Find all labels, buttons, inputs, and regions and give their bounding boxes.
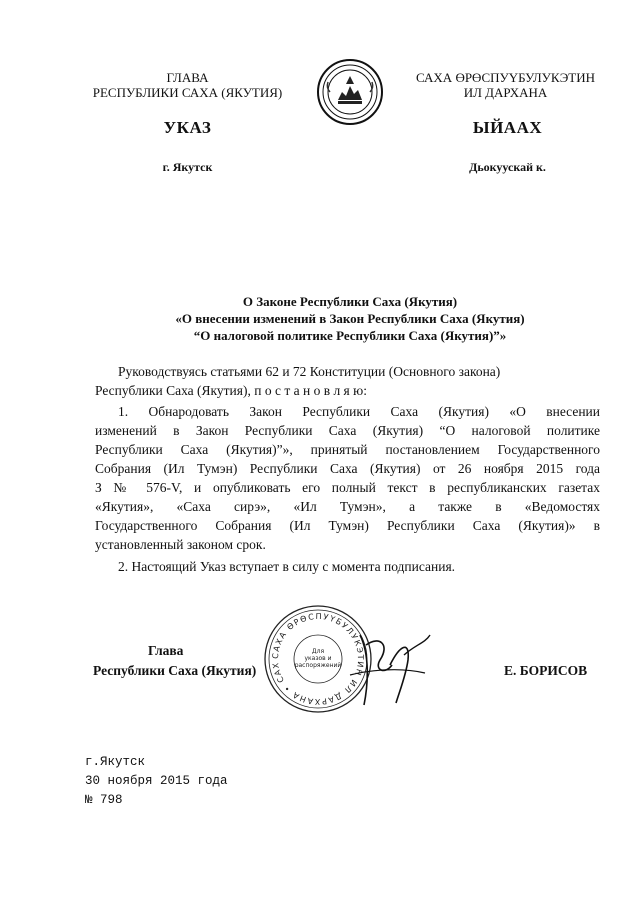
issuer-right-line1: САХА ӨРӨСПУҮБУЛУКЭТИН: [416, 70, 595, 85]
city-left: г. Якутск: [162, 160, 213, 174]
footer-number: № 798: [85, 793, 123, 807]
svg-text:указов и: указов и: [304, 655, 332, 662]
footer-city: г.Якутск: [85, 755, 146, 769]
item1-line-8: установленный законом срок.: [95, 537, 266, 552]
issuer-left-line2: РЕСПУБЛИКИ САХА (ЯКУТИЯ): [92, 85, 283, 100]
signer-role-line1: Глава: [148, 643, 184, 658]
signer-role-line2: Республики Саха (Якутия): [93, 663, 257, 678]
title-line-2: «О внесении изменений в Закон Республики Саха (Якутия): [175, 311, 525, 326]
document-title: [80, 293, 620, 344]
svg-text:распоряжений: распоряжений: [294, 662, 342, 669]
handwritten-signature: [330, 615, 440, 715]
item1-line-7: Государственного Собрания (Ил Тумэн) Республики Саха (Якутия)» в: [95, 518, 600, 533]
svg-text:Для: Для: [311, 648, 325, 655]
doc-type-right: ЫЙААХ: [472, 118, 543, 137]
signer-name: Е. БОРИСОВ: [504, 663, 588, 678]
item1-line-4: Собрания (Ил Тумэн) Республики Саха (Якутия) от 26 ноября 2015 года: [95, 461, 600, 476]
issuer-right-line2: ИЛ ДАРХАНА: [463, 85, 548, 100]
issuer-left: [80, 70, 295, 100]
issuer-right: [393, 70, 618, 100]
item1-line-5: З № 576-V, и опубликовать его полный текст в республиканских газетах: [95, 480, 600, 495]
title-line-3: “О налоговой политике Республики Саха (Якутия)”»: [193, 328, 507, 343]
item1-line-2: изменений в Закон Республики Саха (Якутия) “О налоговой политике: [95, 423, 600, 438]
item2: 2. Настоящий Указ вступает в силу с момента подписания.: [118, 559, 456, 574]
item1-line-1: 1. Обнародовать Закон Республики Саха (Якутия) «О внесении: [118, 404, 600, 419]
item1-line-6: «Якутия», «Саха сирэ», «Ил Тумэн», а также в «Ведомостях: [95, 499, 600, 514]
issuer-left-line1: ГЛАВА: [166, 70, 209, 85]
title-line-1: О Законе Республики Саха (Якутия): [242, 294, 458, 309]
item1-line-3: Республики Саха (Якутия)”», принятый постановлением Государственного: [95, 442, 600, 457]
intro-line-2: Республики Саха (Якутия), п о с т а н о в л я ю:: [95, 383, 367, 398]
intro-line-1: Руководствуясь статьями 62 и 72 Конституции (Основного закона): [118, 364, 501, 379]
svg-text:САХА ӨРӨСПУҮБУЛУКЭТИН ИЛ ДАРХА: САХА ӨРӨСПУҮБУЛУКЭТИН ИЛ ДАРХАНА • САХ: [270, 611, 366, 707]
doc-type-left: УКАЗ: [163, 118, 212, 137]
coat-of-arms-emblem: [316, 58, 384, 126]
city-right: Дьокуускай к.: [469, 160, 546, 174]
footer-date: 30 ноября 2015 года: [85, 774, 228, 788]
